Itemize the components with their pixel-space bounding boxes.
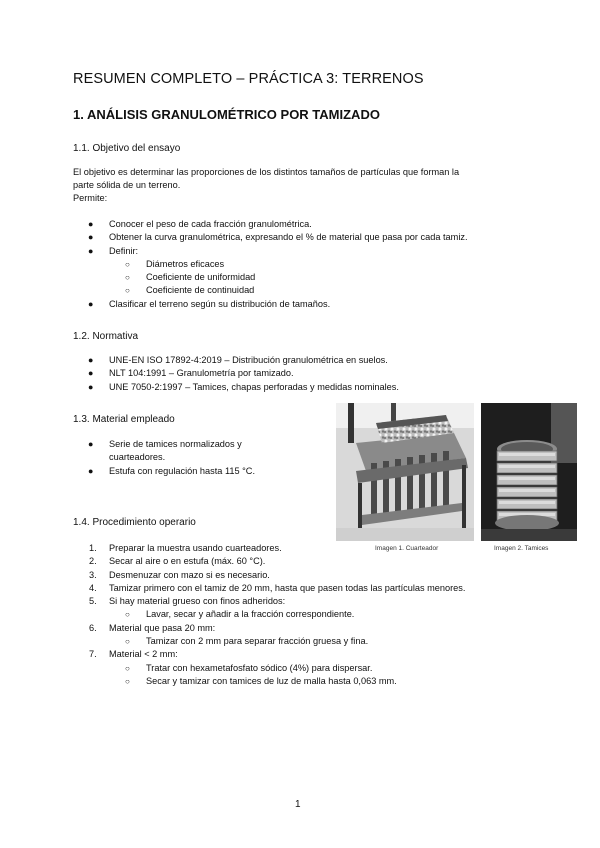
procedure-list [89, 542, 466, 688]
permite-label: Permite: [73, 193, 108, 203]
list-item: 6. Material que pasa 20 mm: [89, 622, 216, 633]
list-item: ● Estufa con regulación hasta 115 °C. [109, 465, 255, 478]
section-1-2-heading: 1.2. Normativa [73, 331, 139, 342]
sub-list-item: ○ Coeficiente de uniformidad [109, 271, 468, 284]
section-1-1-heading: 1.1. Objetivo del ensayo [73, 143, 181, 154]
list-item: 4. Tamizar primero con el tamiz de 20 mm, hasta que pasen todas las partículas menores. [89, 582, 466, 593]
list-item: 3. Desmenuzar con mazo si es necesario. [89, 569, 270, 580]
bullet-icon: ● [88, 368, 94, 379]
list-item-continuation: cuarteadores. [109, 452, 166, 463]
bullet-icon: ● [88, 298, 94, 309]
list-item: ● Obtener la curva granulométrica, expresando el % de material que pasa por cada tamiz. [109, 231, 468, 244]
list-item: ● UNE 7050-2:1997 – Tamices, chapas perforadas y medidas nominales. [109, 381, 399, 394]
list-item: ● Definir: [109, 245, 468, 258]
bullet-icon: ● [88, 219, 94, 229]
caption-image-1: Imagen 1. Cuarteador [375, 545, 439, 552]
norms-list [88, 354, 399, 394]
bullet-icon: ● [88, 355, 94, 365]
sub-list-item: ○ Tratar con hexametafosfato sódico (4%) para dispersar. [109, 662, 465, 675]
hollow-bullet-icon: ○ [125, 663, 130, 673]
sub-list-item: ○ Tamizar con 2 mm para separar fracción gruesa y fina. [109, 635, 465, 648]
sub-list-item: ○ Secar y tamizar con tamices de luz de malla hasta 0,063 mm. [109, 675, 465, 688]
list-item: ● Serie de tamices normalizados y [109, 438, 255, 451]
list-item: ● NLT 104:1991 – Granulometría por tamizado. [109, 367, 399, 380]
list-item: ● Clasificar el terreno según su distribución de tamaños. [109, 298, 468, 311]
list-item: 1. Preparar la muestra usando cuarteadores. [89, 543, 282, 553]
sub-list-item: ○ Diámetros eficaces [109, 258, 468, 271]
hollow-bullet-icon: ○ [125, 610, 130, 620]
section-1-4-heading: 1.4. Procedimiento operario [73, 517, 196, 528]
list-item: 7. Material < 2 mm: [89, 649, 178, 660]
hollow-bullet-icon: ○ [125, 273, 130, 283]
tamices-photo [481, 403, 577, 541]
hollow-bullet-icon: ○ [125, 286, 130, 296]
sub-list-item: ○ Coeficiente de continuidad [109, 284, 468, 297]
hollow-bullet-icon: ○ [125, 676, 130, 686]
bullet-icon: ● [88, 439, 94, 449]
hollow-bullet-icon: ○ [125, 637, 130, 647]
section-1-3-heading: 1.3. Material empleado [73, 414, 175, 425]
sub-list-item: ○ Lavar, secar y añadir a la fracción correspondiente. [109, 608, 465, 621]
list-item: 5. Si hay material grueso con finos adheridos: [89, 596, 286, 607]
document-title: RESUMEN COMPLETO – PRÁCTICA 3: TERRENOS [73, 71, 424, 87]
list-item: ● Conocer el peso de cada fracción granulométrica. [109, 218, 468, 231]
objective-paragraph-line-2: parte sólida de un terreno. [73, 180, 181, 190]
bullet-icon: ● [88, 381, 94, 392]
bullet-icon: ● [88, 232, 94, 243]
bullet-icon: ● [88, 245, 94, 256]
objective-paragraph-line-1: El objetivo es determinar las proporciones de los distintos tamaños de partículas que forman la [73, 167, 460, 177]
cuarteador-photo [336, 403, 474, 541]
objective-list [88, 218, 468, 311]
material-list [88, 438, 255, 478]
list-item: ● UNE-EN ISO 17892-4:2019 – Distribución granulométrica en suelos. [109, 354, 399, 367]
bullet-icon: ● [88, 465, 94, 476]
caption-image-2: Imagen 2. Tamices [494, 545, 549, 552]
section-1-heading: 1. ANÁLISIS GRANULOMÉTRICO POR TAMIZADO [73, 107, 380, 122]
list-item: 2. Secar al aire o en estufa (máx. 60 °C). [89, 556, 266, 567]
page-number: 1 [295, 799, 301, 810]
hollow-bullet-icon: ○ [125, 259, 130, 269]
